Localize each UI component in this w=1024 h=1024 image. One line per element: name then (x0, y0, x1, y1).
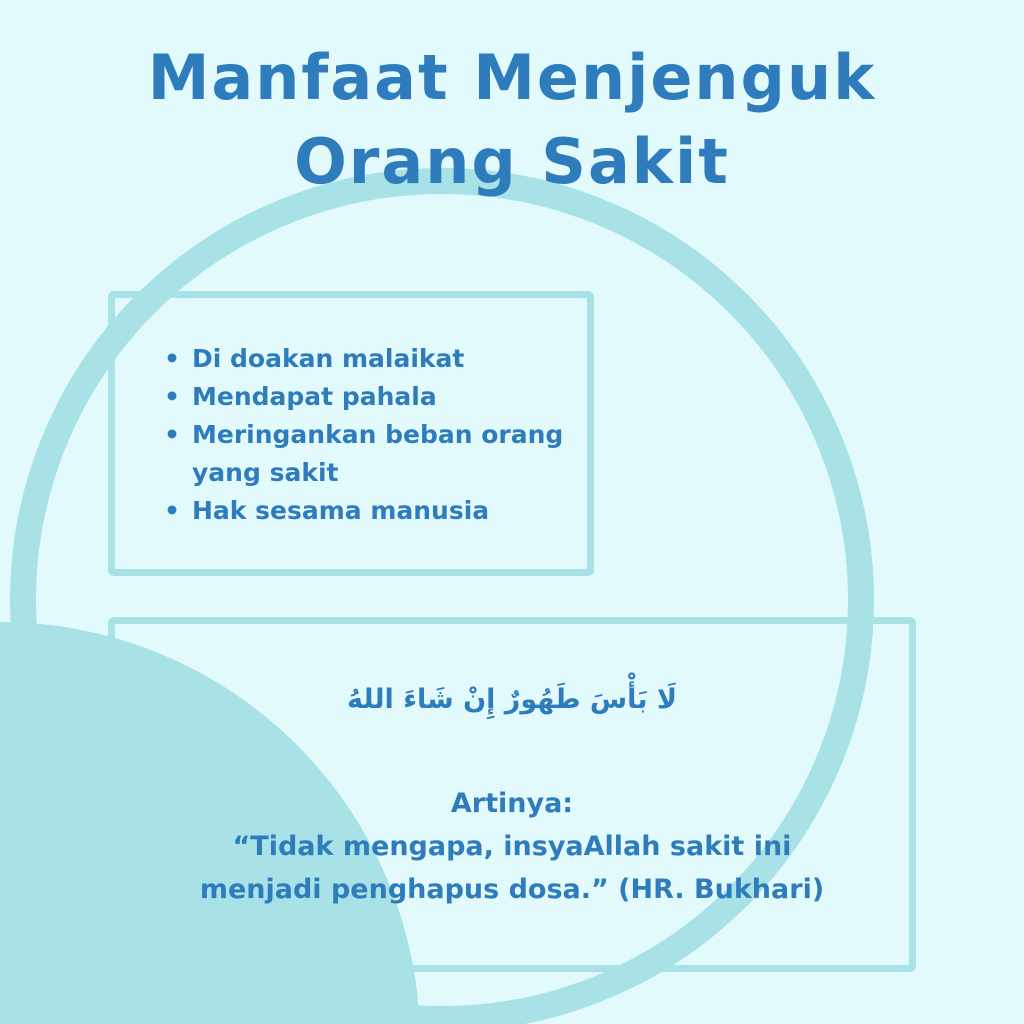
translation-line-2: menjadi penghapus dosa.” (HR. Bukhari) (199, 874, 825, 905)
bullet-icon: • (164, 420, 180, 449)
list-item-text: Hak sesama manusia (192, 496, 490, 525)
bullet-icon: • (164, 382, 180, 411)
list-item (160, 340, 572, 378)
title-line-1: Manfaat Menjenguk (147, 41, 877, 114)
translation-line-1: “Tidak mengapa, insyaAllah sakit ini (232, 831, 792, 862)
benefits-list (160, 340, 572, 530)
title-line-2: Orang Sakit (294, 125, 730, 198)
translation-block (108, 782, 916, 911)
list-item-text: Di doakan malaikat (192, 344, 465, 373)
list-item (160, 416, 572, 492)
list-item-text: Meringankan beban orang yang sakit (192, 420, 564, 487)
arabic-prayer: لَا بَأْسَ طَهُورٌ إِنْ شَاءَ اللهُ (347, 684, 677, 715)
page-title (0, 36, 1024, 204)
list-item-text: Mendapat pahala (192, 382, 437, 411)
list-item (160, 378, 572, 416)
list-item (160, 492, 572, 530)
translation-label: Artinya: (450, 788, 574, 819)
bullet-icon: • (164, 496, 180, 525)
bullet-icon: • (164, 344, 180, 373)
